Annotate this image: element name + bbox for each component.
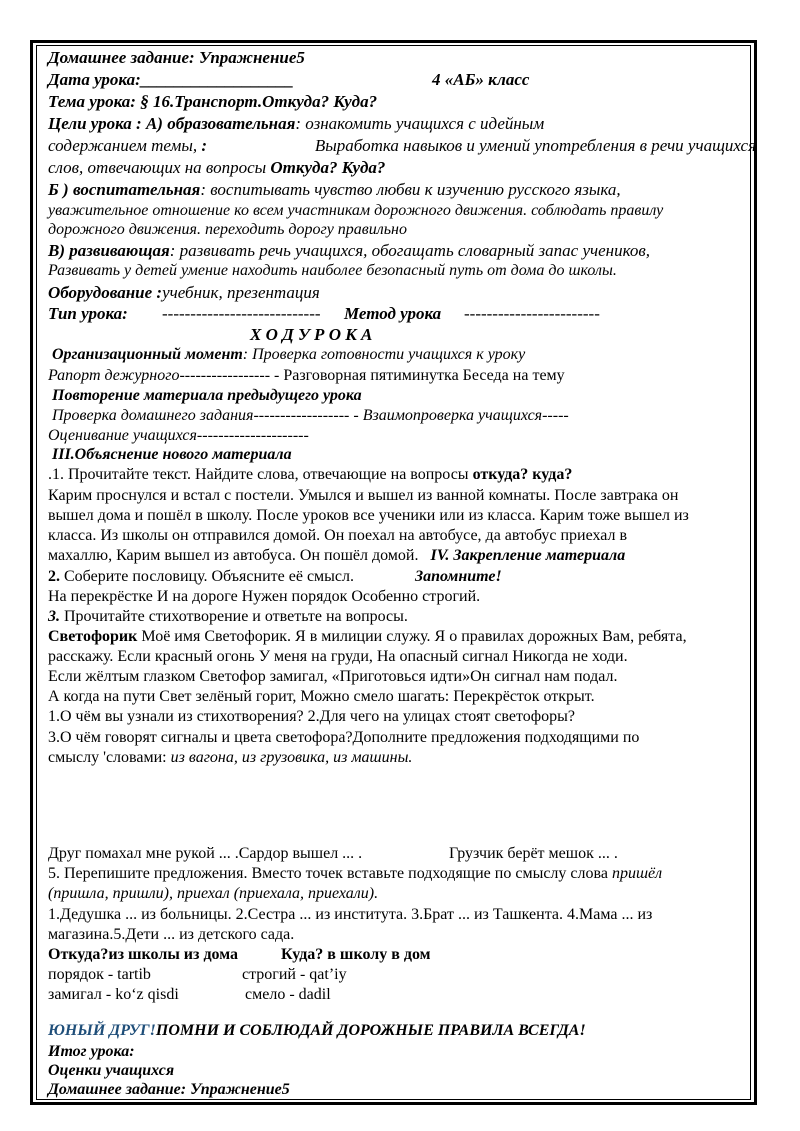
report-left: Рапорт дежурного-----------------	[48, 367, 271, 384]
task1-line4-text: махаллю, Карим вышел из автобуса. Он пошёл домой.	[48, 547, 419, 564]
method-dashes: ------------------------	[464, 304, 600, 323]
vocab-row1	[48, 966, 756, 984]
task2-text: Соберите пословицу. Объясните её смысл.	[60, 568, 354, 585]
topic-value: § 16.Транспорт.Откуда? Куда?	[135, 92, 378, 111]
review-grading: Оценивание учащихся---------------------	[48, 427, 309, 444]
task3-q3-italic: из вагона, из грузовика, из машины.	[170, 749, 413, 766]
consolidation-label: IV. Закрепление материала	[430, 547, 626, 564]
goals-a2	[48, 136, 756, 156]
topic-label: Тема урока:	[48, 92, 136, 111]
lesson-type-label: Тип урока:	[48, 304, 128, 323]
vocab-word-qatiy: строгий - qat’iy	[242, 966, 347, 983]
goals-a3	[48, 158, 756, 178]
homework-top: Домашнее задание: Упражнение5	[48, 48, 305, 67]
goals-a3-bold: Откуда? Куда?	[270, 158, 386, 177]
task5-line1	[48, 865, 756, 883]
vocab-word-tartib: порядок - tartib	[48, 966, 151, 983]
task3-row	[48, 608, 756, 626]
class-label: 4 «АБ» класс	[432, 70, 530, 89]
task3-number: 3.	[48, 608, 60, 625]
goals-c1-text: : развивать речь учащихся, обогащать словарный запас учеников,	[169, 241, 651, 260]
goals-a2-part1: содержанием темы,	[48, 136, 198, 155]
report-right: - Разговорная пятиминутка Беседа на тему	[270, 367, 565, 384]
task2-proverb: На перекрёстке И на дороге Нужен порядок Особенно строгий.	[48, 588, 481, 605]
vocab-word-kozqisdi: замигал - ko‘z qisdi	[48, 986, 179, 1003]
task5-line2: (пришла, пришли), приехал (приехала, приехали).	[48, 885, 379, 902]
report-row	[48, 367, 756, 385]
task4-row	[48, 845, 756, 863]
task1-question-bold: откуда? куда?	[472, 466, 573, 483]
task3-q3	[48, 749, 756, 767]
task5-line3: 1.Дедушка ... из больницы. 2.Сестра ... из института. 3.Брат ... из Ташкента. 4.Мама ... из	[48, 906, 653, 923]
slogan	[48, 1022, 756, 1040]
review-label: Повторение материала предыдущего урока	[52, 387, 362, 404]
poem-text1: Моё имя Светофорик. Я в милиции служу. Я о правилах дорожных Вам, ребята,	[137, 628, 687, 645]
task1-question-text: .1. Прочитайте текст. Найдите слова, отвечающие на вопросы	[48, 466, 473, 483]
homework-bottom: Домашнее задание: Упражнение5	[48, 1081, 290, 1098]
vocab-heading-from: Откуда?из школы из дома	[48, 946, 239, 963]
task1-line1: Карим проснулся и встал с постели. Умылся и вышел из ванной комнаты. После завтрака он	[48, 487, 679, 504]
task4-sentence-a: Друг помахал мне рукой ... .Сардор вышел ... .	[48, 845, 363, 862]
poem-line4: А когда на пути Свет зелёный горит, Можно смело шагать: Перекрёсток открыт.	[48, 688, 595, 705]
goals-a3-text: слов, отвечающих на вопросы	[48, 158, 267, 177]
task1-line4	[48, 547, 756, 565]
goals-c-label: В) развивающая	[48, 241, 170, 260]
grades-label: Оценки учащихся	[48, 1062, 175, 1079]
task1-question	[48, 466, 756, 484]
lesson-type-dashes: ----------------------------	[162, 304, 321, 323]
goals-b3: дорожного движения. переходить дорогу правильно	[48, 221, 407, 238]
lesson-type-row	[48, 304, 756, 324]
task3-text: Прочитайте стихотворение и ответьте на вопросы.	[60, 608, 408, 625]
goals-a1	[48, 114, 756, 134]
org-value: : Проверка готовности учащихся к уроку	[242, 346, 526, 363]
goals-a2-part2: Выработка навыков и умений употребления в речи учащихся	[314, 136, 756, 155]
poem-title: Светофорик	[48, 628, 138, 645]
poem-line1	[48, 628, 756, 646]
slogan-text: ПОМНИ И СОБЛЮДАЙ ДОРОЖНЫЕ ПРАВИЛА ВСЕГДА!	[155, 1022, 586, 1039]
task5-line1-italic: пришёл	[611, 865, 663, 882]
course-title: Х О Д У Р О К А	[250, 325, 373, 344]
vocab-word-dadil: смело - dadil	[245, 986, 331, 1003]
task2-number: 2.	[48, 568, 60, 585]
date-row	[48, 70, 756, 90]
goals-b-label: Б ) воспитательная	[48, 180, 201, 199]
topic-row	[48, 92, 756, 112]
poem-line2: расскажу. Если красный огонь У меня на груди, На опасный сигнал Никогда не ходи.	[48, 648, 628, 665]
task3-q3-text: смыслу 'словами:	[48, 749, 171, 766]
task5-line4: магазина.5.Дети ... из детского сада.	[48, 926, 295, 943]
poem-line3: Если жёлтым глазком Светофор замигал, «Приготовься идти»Он сигнал нам подал.	[48, 668, 618, 685]
org-row	[52, 346, 756, 364]
task4-sentence-b: Грузчик берёт мешок ... .	[449, 845, 618, 862]
goals-a2-colon: :	[201, 136, 208, 155]
review-check: Проверка домашнего задания------------------ - Взаимопроверка учащихся-----	[52, 407, 569, 424]
remember-label: Запомните!	[415, 568, 502, 585]
task1-line2: вышел дома и пошёл в школу. После уроков все ученики или из класса. Карим тоже вышел из	[48, 507, 689, 524]
goals-c1	[48, 241, 756, 261]
task2-row	[48, 568, 756, 586]
task5-line1-text: 5. Перепишите предложения. Вместо точек вставьте подходящие по смыслу слова	[48, 865, 612, 882]
goals-b1-text: : воспитывать чувство любви к изучению русского языка,	[200, 180, 621, 199]
explanation-label: III.Объяснение нового материала	[52, 446, 292, 463]
slogan-greeting: ЮНЫЙ ДРУГ!	[48, 1022, 156, 1039]
goals-b2: уважительное отношение ко всем участникам дорожного движения. соблюдать правилу	[48, 202, 664, 219]
vocab-heading-to: Куда? в школу в дом	[281, 946, 431, 963]
org-label: Организационный момент	[52, 346, 243, 363]
date-label: Дата урока:__________________	[48, 70, 294, 89]
goals-label: Цели урока : А) образовательная	[48, 114, 296, 133]
summary-label: Итог урока:	[48, 1043, 135, 1060]
goals-b1	[48, 180, 756, 200]
vocab-row2	[48, 986, 756, 1004]
goals-a1-text: : ознакомить учащихся с идейным	[295, 114, 545, 133]
equipment-value: учебник, презентация	[162, 283, 320, 302]
vocab-heading	[48, 946, 756, 964]
equipment-row	[48, 283, 756, 303]
task3-q2: 3.О чём говорят сигналы и цвета светофора?Дополните предложения подходящими по	[48, 729, 640, 746]
equipment-label: Оборудование :	[48, 283, 163, 302]
task1-line3: класса. Из школы он отправился домой. Он поехал на автобусе, да автобус приехал в	[48, 527, 628, 544]
goals-c2: Развивать у детей умение находить наиболее безопасный путь от дома до школы.	[48, 262, 617, 279]
method-label: Метод урока	[344, 304, 442, 323]
task3-q1: 1.О чём вы узнали из стихотворения? 2.Для чего на улицах стоят светофоры?	[48, 708, 575, 725]
